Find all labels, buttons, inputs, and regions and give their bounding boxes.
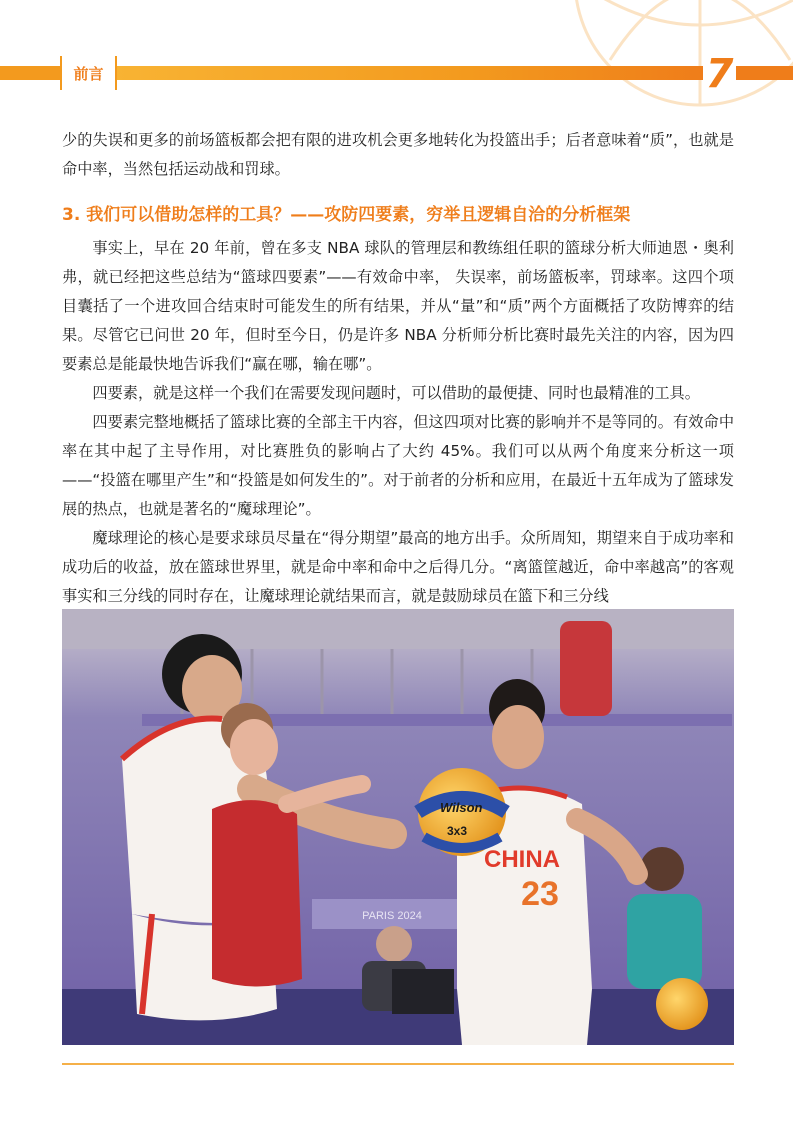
header-bar-main xyxy=(117,66,703,80)
header-bar-right xyxy=(736,66,793,80)
ball-mark: 3x3 xyxy=(447,824,468,838)
ball-brand: Wilson xyxy=(440,800,483,815)
body-text xyxy=(62,126,734,611)
basketball xyxy=(418,768,506,856)
paragraph: 四要素，就是这样一个我们在需要发现问题时，可以借助的最便捷、同时也最精准的工具。 xyxy=(92,384,700,402)
banner-text: PARIS 2024 xyxy=(362,910,422,922)
section-label: 前言 xyxy=(60,56,117,90)
paragraph: 魔球理论的核心是要求球员尽量在“得分期望”最高的地方出手。众所周知，期望来自于成功率和成功后的收益，放在篮球世界里，就是命中率和命中之后得几分。“离篮筐越近，命中率越高”的客观事实和三分线的同时存在，让魔球理论就结果而言，就是鼓励球员在篮下和三分线 xyxy=(62,529,734,605)
photo-illustration xyxy=(62,609,734,1045)
basketball-game-photo xyxy=(62,609,734,1045)
footer-line xyxy=(62,1063,734,1065)
paragraph-continued: 少的失误和更多的前场篮板都会把有限的进攻机会更多地转化为投篮出手；后者意味着“质”，也就是命中率，当然包括运动战和罚球。 xyxy=(62,131,734,178)
jersey-number: 23 xyxy=(521,875,559,913)
page-number: 7 xyxy=(705,51,734,97)
jersey-text: CHINA xyxy=(484,846,560,873)
header-bar xyxy=(0,63,793,83)
section-heading: 3. 我们可以借助怎样的工具？——攻防四要素，穷举且逻辑自洽的分析框架 xyxy=(62,205,631,225)
header-bar-left xyxy=(0,66,60,80)
paragraph: 四要素完整地概括了篮球比赛的全部主干内容，但这四项对比赛的影响并不是等同的。有效命中率在其中起了主导作用，对比赛胜负的影响占了大约 45%。我们可以从两个角度来分析这一项——“投篮在哪里产生”和“投篮是如何发生的”。对于前者的分析和应用，在最近十五年成为了篮球发展的热点，也就是著名的“魔球理论”。 xyxy=(62,413,734,518)
paragraph: 事实上，早在 20 年前，曾在多支 NBA 球队的管理层和教练组任职的篮球分析大师迪恩・奥利弗，就已经把这些总结为“篮球四要素”——有效命中率， 失误率，前场篮板率，罚球率。这四个项目囊括了一个进攻回合结束时可能发生的所有结果，并从“量”和“质”两个方面概括了攻防博弈的结果。尽管它已问世 20 年，但时至今日，仍是许多 NBA 分析师分析比赛时最先关注的内容，因为四要素总是能最快地告诉我们“赢在哪，输在哪”。 xyxy=(62,239,734,373)
